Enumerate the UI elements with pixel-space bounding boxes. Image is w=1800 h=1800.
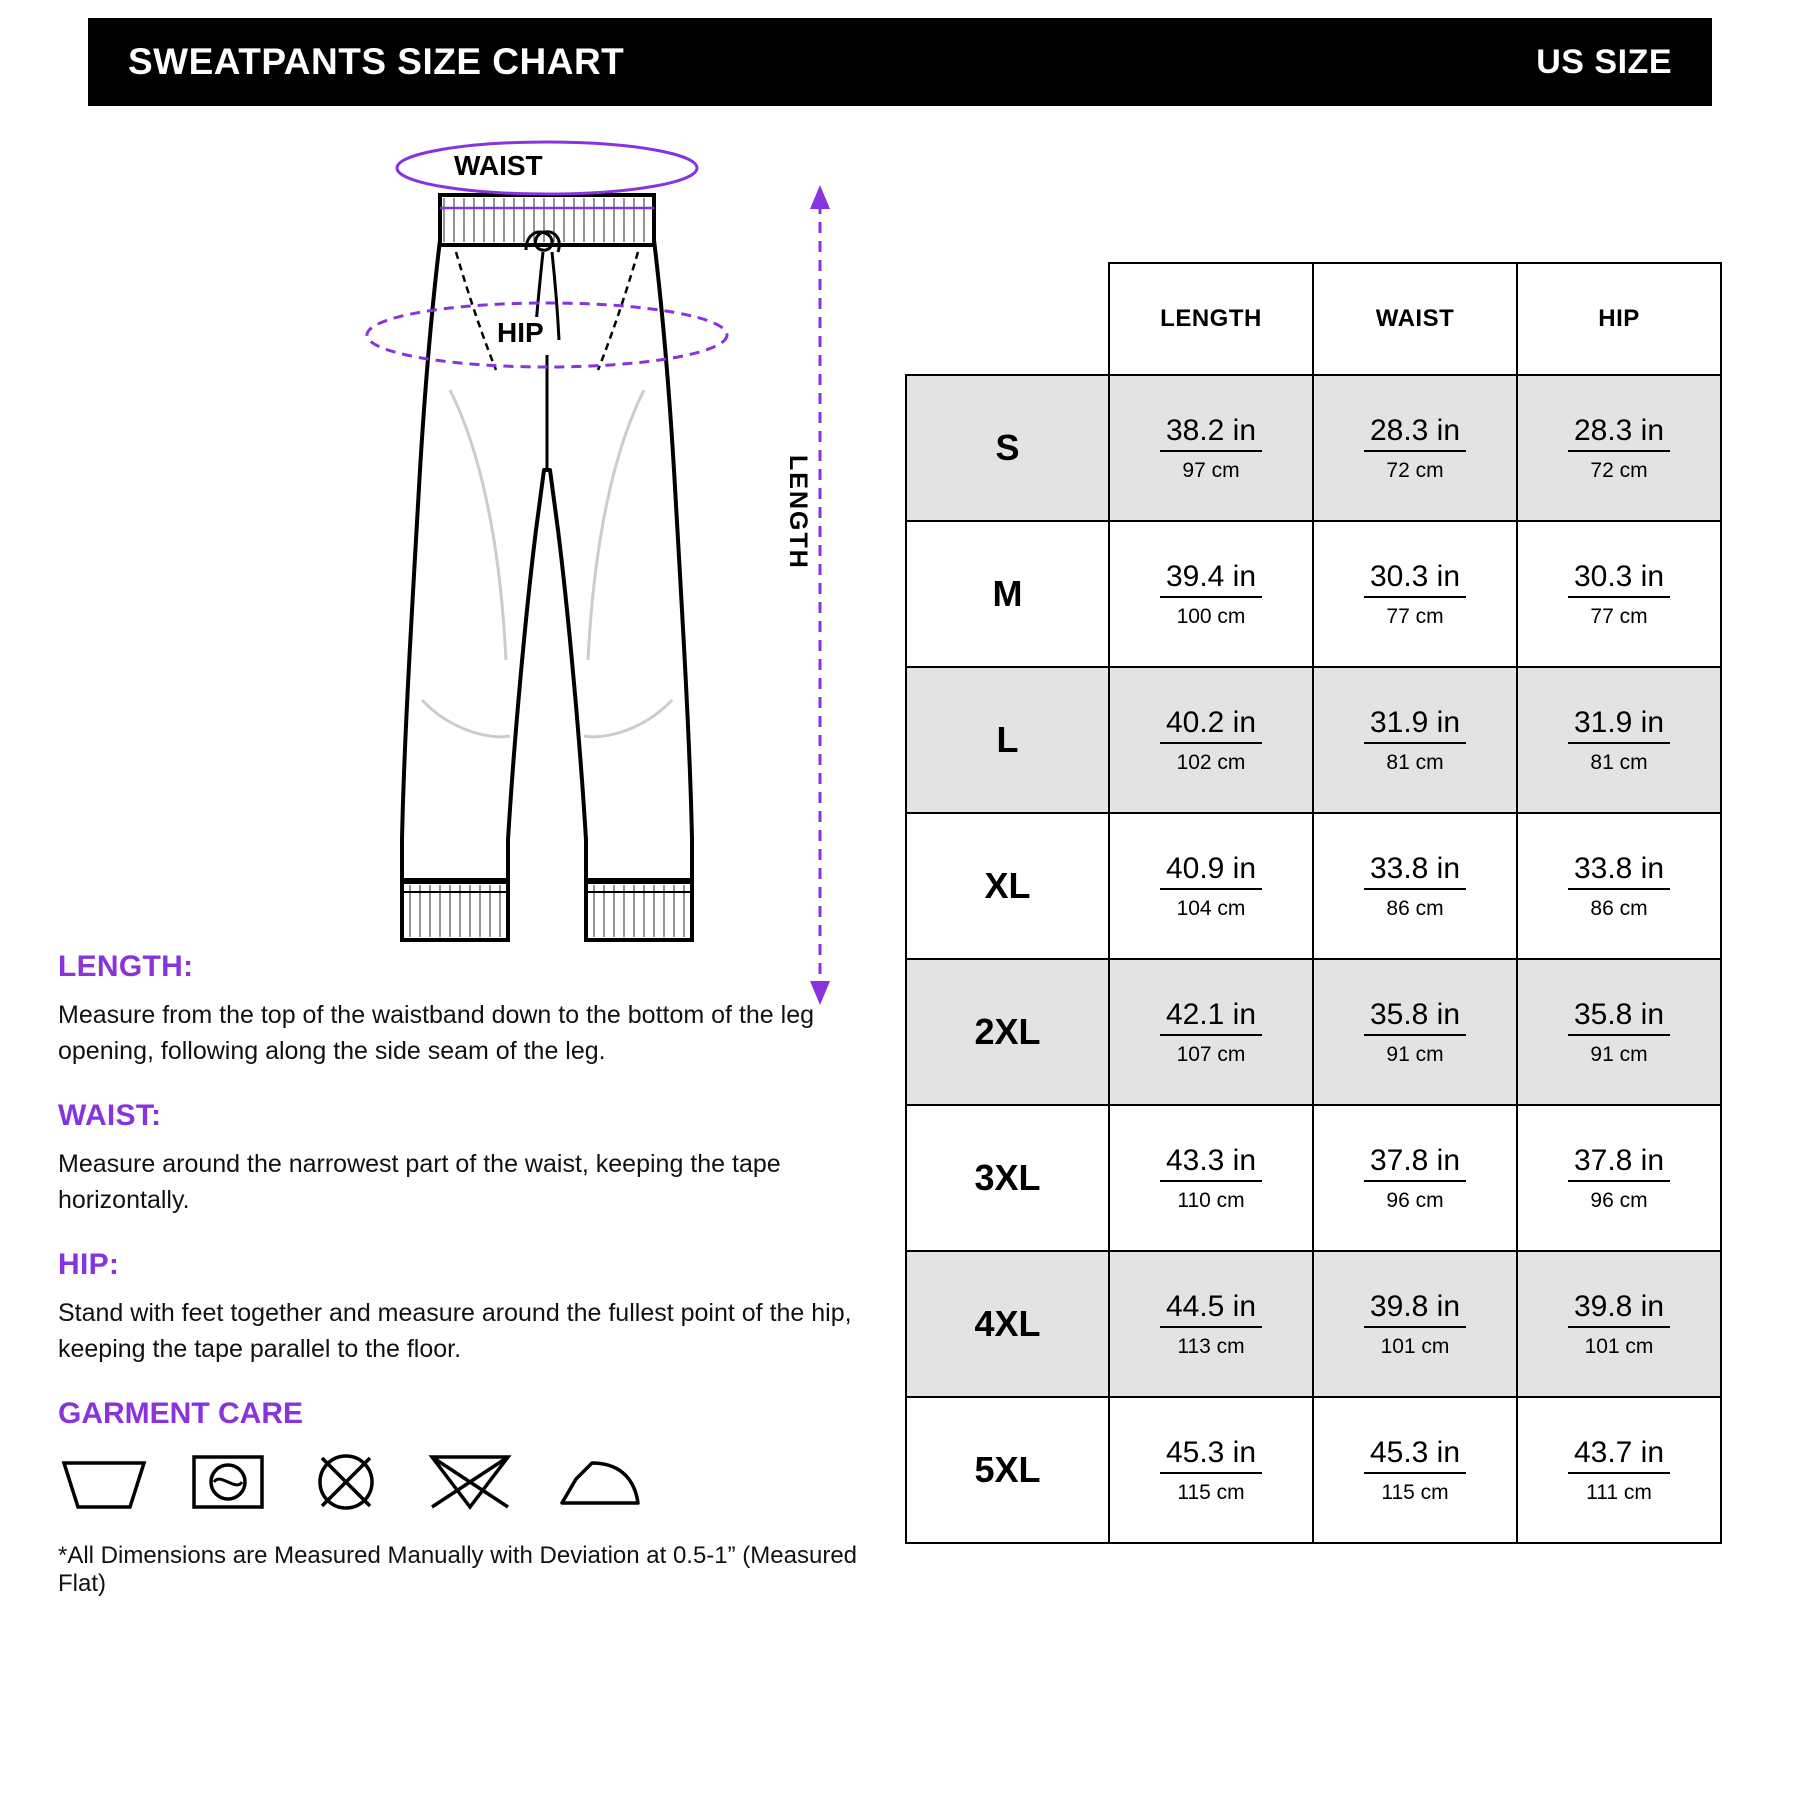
waist-value-cm: 115 cm bbox=[1381, 1480, 1449, 1504]
waist-value-cell bbox=[1313, 375, 1517, 521]
waist-value-in: 30.3 in bbox=[1364, 560, 1466, 598]
waist-value-cell bbox=[1313, 813, 1517, 959]
waist-value-cm: 101 cm bbox=[1380, 1334, 1450, 1358]
size-label: 2XL bbox=[906, 959, 1109, 1105]
hip-value-in: 31.9 in bbox=[1568, 706, 1670, 744]
length-value-cell bbox=[1109, 813, 1313, 959]
hip-value-cell bbox=[1517, 1105, 1721, 1251]
waist-value-in: 33.8 in bbox=[1364, 852, 1466, 890]
hip-value-cm: 86 cm bbox=[1590, 896, 1648, 920]
length-value-in: 43.3 in bbox=[1160, 1144, 1262, 1182]
length-value-cm: 102 cm bbox=[1176, 750, 1246, 774]
table-row bbox=[906, 813, 1721, 959]
waist-value-cell bbox=[1313, 1251, 1517, 1397]
hip-value-cm: 81 cm bbox=[1590, 750, 1648, 774]
hip-value-cell bbox=[1517, 959, 1721, 1105]
column-header-waist: WAIST bbox=[1313, 263, 1517, 375]
length-value-cell bbox=[1109, 667, 1313, 813]
hip-value-cm: 96 cm bbox=[1590, 1188, 1648, 1212]
hip-value-in: 35.8 in bbox=[1568, 998, 1670, 1036]
hip-value-cm: 91 cm bbox=[1590, 1042, 1648, 1066]
waist-value-cell bbox=[1313, 959, 1517, 1105]
sweatpants-illustration bbox=[330, 140, 850, 1010]
waist-diagram-label: WAIST bbox=[450, 150, 547, 182]
hip-value-in: 28.3 in bbox=[1568, 414, 1670, 452]
length-value-cm: 107 cm bbox=[1176, 1042, 1246, 1066]
column-header-hip: HIP bbox=[1517, 263, 1721, 375]
hip-value-cm: 72 cm bbox=[1590, 458, 1648, 482]
table-row bbox=[906, 959, 1721, 1105]
waist-value-cell bbox=[1313, 521, 1517, 667]
length-value-in: 45.3 in bbox=[1160, 1436, 1262, 1474]
size-label: 5XL bbox=[906, 1397, 1109, 1543]
length-value-cell bbox=[1109, 1105, 1313, 1251]
length-value-cm: 113 cm bbox=[1177, 1334, 1245, 1358]
waist-value-cm: 96 cm bbox=[1386, 1188, 1444, 1212]
garment-care-title: GARMENT CARE bbox=[58, 1397, 303, 1430]
hip-diagram-label: HIP bbox=[493, 317, 548, 349]
hip-value-in: 33.8 in bbox=[1568, 852, 1670, 890]
unit-system-label: US SIZE bbox=[1536, 42, 1672, 81]
length-value-in: 40.2 in bbox=[1160, 706, 1262, 744]
hip-value-in: 39.8 in bbox=[1568, 1290, 1670, 1328]
waist-value-in: 28.3 in bbox=[1364, 414, 1466, 452]
hip-value-cm: 101 cm bbox=[1584, 1334, 1654, 1358]
length-value-cm: 104 cm bbox=[1176, 896, 1246, 920]
waist-value-in: 39.8 in bbox=[1364, 1290, 1466, 1328]
do-not-dry-clean-icon bbox=[424, 1449, 516, 1518]
waist-value-in: 37.8 in bbox=[1364, 1144, 1466, 1182]
table-corner-cell bbox=[906, 263, 1109, 375]
length-dimension-label: LENGTH bbox=[784, 455, 812, 570]
hip-value-cell bbox=[1517, 1397, 1721, 1543]
waist-value-cell bbox=[1313, 1105, 1517, 1251]
table-header-row bbox=[906, 263, 1721, 375]
length-value-cell bbox=[1109, 1397, 1313, 1543]
length-value-cell bbox=[1109, 959, 1313, 1105]
hip-value-cell bbox=[1517, 1251, 1721, 1397]
length-value-in: 44.5 in bbox=[1160, 1290, 1262, 1328]
hip-value-cell bbox=[1517, 375, 1721, 521]
hip-value-in: 30.3 in bbox=[1568, 560, 1670, 598]
header-bar bbox=[88, 18, 1712, 106]
waist-value-in: 45.3 in bbox=[1364, 1436, 1466, 1474]
hip-desc-title: HIP: bbox=[58, 1248, 120, 1281]
hip-value-cell bbox=[1517, 521, 1721, 667]
tumble-dry-icon bbox=[188, 1449, 268, 1518]
length-value-cm: 97 cm bbox=[1182, 458, 1240, 482]
waist-value-cell bbox=[1313, 1397, 1517, 1543]
length-value-cm: 100 cm bbox=[1176, 604, 1246, 628]
waist-value-in: 31.9 in bbox=[1364, 706, 1466, 744]
hip-value-cm: 111 cm bbox=[1586, 1480, 1652, 1504]
length-value-cell bbox=[1109, 1251, 1313, 1397]
waist-value-cm: 72 cm bbox=[1386, 458, 1444, 482]
hip-value-in: 37.8 in bbox=[1568, 1144, 1670, 1182]
do-not-bleach-icon bbox=[306, 1449, 386, 1518]
measurement-descriptions bbox=[58, 950, 858, 1598]
column-header-length: LENGTH bbox=[1109, 263, 1313, 375]
table-row bbox=[906, 521, 1721, 667]
hip-value-cm: 77 cm bbox=[1590, 604, 1648, 628]
garment-care-icons bbox=[58, 1449, 858, 1518]
hip-value-cell bbox=[1517, 667, 1721, 813]
size-label: XL bbox=[906, 813, 1109, 959]
length-value-in: 42.1 in bbox=[1160, 998, 1262, 1036]
length-desc-title: LENGTH: bbox=[58, 950, 194, 983]
size-label: 3XL bbox=[906, 1105, 1109, 1251]
hip-value-in: 43.7 in bbox=[1568, 1436, 1670, 1474]
table-row bbox=[906, 1105, 1721, 1251]
waist-value-cm: 77 cm bbox=[1386, 604, 1444, 628]
length-dimension-arrow bbox=[780, 185, 860, 1005]
length-value-cm: 115 cm bbox=[1177, 1480, 1245, 1504]
length-value-cell bbox=[1109, 521, 1313, 667]
size-label: 4XL bbox=[906, 1251, 1109, 1397]
length-value-in: 40.9 in bbox=[1160, 852, 1262, 890]
hip-desc-text: Stand with feet together and measure around the fullest point of the hip, keeping the tape parallel to the floor. bbox=[58, 1299, 852, 1363]
size-label: L bbox=[906, 667, 1109, 813]
table-row bbox=[906, 1251, 1721, 1397]
waist-desc-title: WAIST: bbox=[58, 1099, 162, 1132]
table-row bbox=[906, 375, 1721, 521]
size-label: S bbox=[906, 375, 1109, 521]
waist-value-cm: 86 cm bbox=[1386, 896, 1444, 920]
table-row bbox=[906, 1397, 1721, 1543]
length-value-in: 39.4 in bbox=[1160, 560, 1262, 598]
waist-value-cell bbox=[1313, 667, 1517, 813]
size-chart-table bbox=[905, 262, 1722, 1544]
waist-desc-text: Measure around the narrowest part of the waist, keeping the tape horizontally. bbox=[58, 1150, 781, 1214]
length-desc-text: Measure from the top of the waistband down to the bottom of the leg opening, following along the side seam of the leg. bbox=[58, 1001, 815, 1065]
length-value-in: 38.2 in bbox=[1160, 414, 1262, 452]
footnote: *All Dimensions are Measured Manually with Deviation at 0.5-1” (Measured Flat) bbox=[58, 1542, 858, 1597]
length-value-cell bbox=[1109, 375, 1313, 521]
page-title: SWEATPANTS SIZE CHART bbox=[128, 41, 625, 82]
waist-value-cm: 81 cm bbox=[1386, 750, 1444, 774]
waist-value-in: 35.8 in bbox=[1364, 998, 1466, 1036]
length-value-cm: 110 cm bbox=[1177, 1188, 1245, 1212]
waist-value-cm: 91 cm bbox=[1386, 1042, 1444, 1066]
table-row bbox=[906, 667, 1721, 813]
iron-icon bbox=[554, 1449, 646, 1518]
hip-value-cell bbox=[1517, 813, 1721, 959]
hand-wash-icon bbox=[58, 1449, 150, 1518]
size-label: M bbox=[906, 521, 1109, 667]
